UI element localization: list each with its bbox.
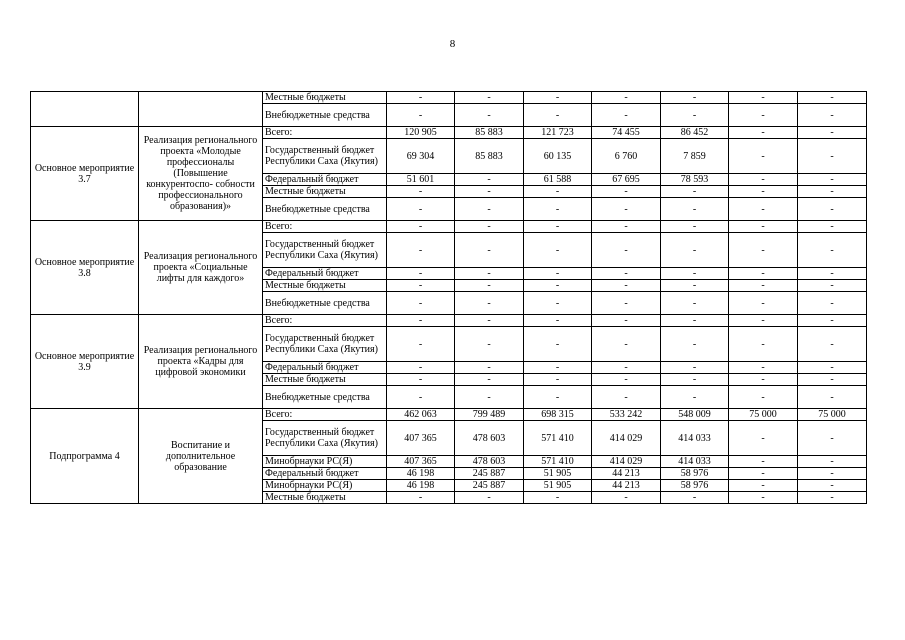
value-cell: - [661, 280, 729, 292]
value-cell: - [729, 456, 798, 468]
value-cell: - [592, 292, 661, 315]
value-cell: 120 905 [387, 127, 455, 139]
value-cell: 69 304 [387, 139, 455, 174]
value-cell: - [661, 221, 729, 233]
funding-source-cell: Всего: [263, 409, 387, 421]
value-cell: 698 315 [524, 409, 592, 421]
funding-source-cell: Всего: [263, 127, 387, 139]
value-cell: - [524, 233, 592, 268]
value-cell: - [387, 186, 455, 198]
value-cell: - [592, 374, 661, 386]
value-cell: - [729, 221, 798, 233]
value-cell: - [661, 327, 729, 362]
table-row [31, 315, 867, 327]
value-cell: 86 452 [661, 127, 729, 139]
value-cell: - [661, 292, 729, 315]
value-cell: - [524, 268, 592, 280]
value-cell: - [455, 374, 524, 386]
value-cell: - [798, 92, 867, 104]
value-cell: - [387, 268, 455, 280]
value-cell: - [387, 104, 455, 127]
value-cell: - [798, 186, 867, 198]
value-cell: 85 883 [455, 127, 524, 139]
value-cell: - [798, 127, 867, 139]
funding-source-cell: Местные бюджеты [263, 92, 387, 104]
value-cell: - [592, 386, 661, 409]
page-number: 8 [449, 38, 456, 50]
value-cell: - [387, 315, 455, 327]
value-cell: 58 976 [661, 480, 729, 492]
funding-source-cell: Государственный бюджет Республики Саха (Якутия) [263, 233, 387, 268]
value-cell: - [455, 315, 524, 327]
value-cell: - [798, 456, 867, 468]
value-cell: - [387, 374, 455, 386]
value-cell: 533 242 [592, 409, 661, 421]
value-cell: - [455, 104, 524, 127]
value-cell: - [455, 233, 524, 268]
value-cell: 462 063 [387, 409, 455, 421]
activity-cell: Основное мероприятие 3.7 [31, 127, 139, 221]
value-cell: - [729, 374, 798, 386]
value-cell: 478 603 [455, 421, 524, 456]
value-cell: - [729, 127, 798, 139]
value-cell: - [729, 386, 798, 409]
project-cell: Реализация регионального проекта «Молодые профессионалы (Повышение конкурентоспо- собности профессионального образования)» [139, 127, 263, 221]
value-cell: - [592, 362, 661, 374]
value-cell: - [729, 468, 798, 480]
funding-source-cell: Местные бюджеты [263, 492, 387, 504]
value-cell: - [798, 198, 867, 221]
table-row [31, 409, 867, 421]
value-cell: 75 000 [798, 409, 867, 421]
funding-source-cell: Внебюджетные средства [263, 104, 387, 127]
funding-source-cell: Федеральный бюджет [263, 362, 387, 374]
value-cell: - [661, 386, 729, 409]
value-cell: - [729, 198, 798, 221]
value-cell: - [661, 492, 729, 504]
value-cell: - [524, 198, 592, 221]
value-cell: - [592, 221, 661, 233]
value-cell: - [387, 386, 455, 409]
value-cell: - [661, 362, 729, 374]
value-cell: 245 887 [455, 480, 524, 492]
value-cell: - [661, 92, 729, 104]
value-cell: - [729, 327, 798, 362]
value-cell: - [524, 92, 592, 104]
value-cell: - [524, 315, 592, 327]
value-cell: - [524, 362, 592, 374]
value-cell: - [798, 292, 867, 315]
value-cell: 58 976 [661, 468, 729, 480]
value-cell: - [524, 280, 592, 292]
funding-source-cell: Внебюджетные средства [263, 386, 387, 409]
value-cell: 7 859 [661, 139, 729, 174]
value-cell: - [798, 268, 867, 280]
value-cell: - [798, 362, 867, 374]
value-cell: - [524, 221, 592, 233]
value-cell: - [729, 480, 798, 492]
value-cell: 51 601 [387, 174, 455, 186]
value-cell: - [798, 421, 867, 456]
value-cell: 478 603 [455, 456, 524, 468]
value-cell: - [455, 362, 524, 374]
value-cell: 61 588 [524, 174, 592, 186]
value-cell: - [387, 362, 455, 374]
project-cell: Реализация регионального проекта «Кадры для цифровой экономики [139, 315, 263, 409]
value-cell: - [455, 327, 524, 362]
funding-source-cell: Государственный бюджет Республики Саха (Якутия) [263, 327, 387, 362]
value-cell: - [798, 492, 867, 504]
value-cell: - [387, 292, 455, 315]
value-cell: - [524, 292, 592, 315]
table-row [31, 127, 867, 139]
value-cell: 44 213 [592, 468, 661, 480]
value-cell: - [592, 327, 661, 362]
funding-source-cell: Федеральный бюджет [263, 268, 387, 280]
value-cell: - [455, 198, 524, 221]
value-cell: - [798, 315, 867, 327]
value-cell: - [387, 233, 455, 268]
value-cell: 571 410 [524, 421, 592, 456]
value-cell: - [729, 139, 798, 174]
value-cell: - [729, 492, 798, 504]
value-cell: 414 033 [661, 456, 729, 468]
value-cell: 75 000 [729, 409, 798, 421]
value-cell: 407 365 [387, 456, 455, 468]
value-cell: - [798, 386, 867, 409]
value-cell: - [455, 386, 524, 409]
value-cell: - [455, 186, 524, 198]
value-cell: - [387, 92, 455, 104]
value-cell: 799 489 [455, 409, 524, 421]
value-cell: - [387, 198, 455, 221]
value-cell: - [455, 268, 524, 280]
project-cell: Реализация регионального проекта «Социальные лифты для каждого» [139, 221, 263, 315]
value-cell: 414 033 [661, 421, 729, 456]
value-cell: - [592, 233, 661, 268]
value-cell: - [387, 221, 455, 233]
value-cell: - [592, 104, 661, 127]
value-cell: - [592, 492, 661, 504]
value-cell: - [798, 374, 867, 386]
value-cell: - [798, 327, 867, 362]
funding-source-cell: Местные бюджеты [263, 280, 387, 292]
value-cell: - [729, 174, 798, 186]
value-cell: 85 883 [455, 139, 524, 174]
funding-source-cell: Внебюджетные средства [263, 292, 387, 315]
funding-source-cell: Местные бюджеты [263, 374, 387, 386]
value-cell: - [729, 362, 798, 374]
value-cell: - [455, 280, 524, 292]
table-row [31, 221, 867, 233]
project-cell: Воспитание и дополнительное образование [139, 409, 263, 504]
value-cell: - [729, 268, 798, 280]
value-cell: 60 135 [524, 139, 592, 174]
value-cell: - [592, 92, 661, 104]
activity-cell: Основное мероприятие 3.8 [31, 221, 139, 315]
value-cell: - [455, 292, 524, 315]
funding-source-cell: Федеральный бюджет [263, 174, 387, 186]
value-cell: - [798, 480, 867, 492]
table-row [31, 92, 867, 104]
value-cell: - [592, 268, 661, 280]
value-cell: - [455, 492, 524, 504]
value-cell: - [387, 492, 455, 504]
activity-cell: Основное мероприятие 3.9 [31, 315, 139, 409]
value-cell: 245 887 [455, 468, 524, 480]
funding-source-cell: Местные бюджеты [263, 186, 387, 198]
value-cell: 44 213 [592, 480, 661, 492]
value-cell: 6 760 [592, 139, 661, 174]
value-cell: 548 009 [661, 409, 729, 421]
value-cell: - [798, 174, 867, 186]
value-cell: - [798, 280, 867, 292]
value-cell: 121 723 [524, 127, 592, 139]
value-cell: - [592, 280, 661, 292]
value-cell: - [592, 315, 661, 327]
value-cell: 414 029 [592, 456, 661, 468]
value-cell: - [661, 315, 729, 327]
value-cell: - [455, 92, 524, 104]
value-cell: - [661, 268, 729, 280]
value-cell: - [729, 104, 798, 127]
value-cell: 78 593 [661, 174, 729, 186]
funding-source-cell: Государственный бюджет Республики Саха (Якутия) [263, 421, 387, 456]
value-cell: - [387, 327, 455, 362]
value-cell: - [798, 233, 867, 268]
value-cell: - [661, 374, 729, 386]
value-cell: - [729, 233, 798, 268]
funding-source-cell: Федеральный бюджет [263, 468, 387, 480]
value-cell: - [661, 233, 729, 268]
value-cell: - [524, 327, 592, 362]
value-cell: - [524, 104, 592, 127]
value-cell: 46 198 [387, 480, 455, 492]
value-cell: - [729, 421, 798, 456]
value-cell: - [729, 292, 798, 315]
value-cell: - [661, 104, 729, 127]
budget-table [30, 91, 867, 504]
funding-source-cell: Всего: [263, 315, 387, 327]
value-cell: - [798, 468, 867, 480]
value-cell: 414 029 [592, 421, 661, 456]
value-cell: - [524, 374, 592, 386]
project-cell [139, 92, 263, 127]
funding-source-cell: Государственный бюджет Республики Саха (Якутия) [263, 139, 387, 174]
value-cell: - [592, 198, 661, 221]
funding-source-cell: Внебюджетные средства [263, 198, 387, 221]
value-cell: - [661, 198, 729, 221]
value-cell: - [729, 280, 798, 292]
value-cell: - [729, 92, 798, 104]
value-cell: - [524, 492, 592, 504]
funding-source-cell: Всего: [263, 221, 387, 233]
value-cell: - [729, 315, 798, 327]
value-cell: - [798, 139, 867, 174]
value-cell: - [729, 186, 798, 198]
value-cell: 571 410 [524, 456, 592, 468]
value-cell: - [798, 221, 867, 233]
funding-source-cell: Минобрнауки РС(Я) [263, 480, 387, 492]
activity-cell [31, 92, 139, 127]
value-cell: - [387, 280, 455, 292]
value-cell: 51 905 [524, 480, 592, 492]
activity-cell: Подпрограмма 4 [31, 409, 139, 504]
funding-source-cell: Минобрнауки РС(Я) [263, 456, 387, 468]
value-cell: 67 695 [592, 174, 661, 186]
value-cell: - [455, 221, 524, 233]
value-cell: - [455, 174, 524, 186]
value-cell: 74 455 [592, 127, 661, 139]
value-cell: 51 905 [524, 468, 592, 480]
value-cell: 407 365 [387, 421, 455, 456]
value-cell: 46 198 [387, 468, 455, 480]
value-cell: - [798, 104, 867, 127]
value-cell: - [592, 186, 661, 198]
value-cell: - [524, 186, 592, 198]
value-cell: - [524, 386, 592, 409]
value-cell: - [661, 186, 729, 198]
